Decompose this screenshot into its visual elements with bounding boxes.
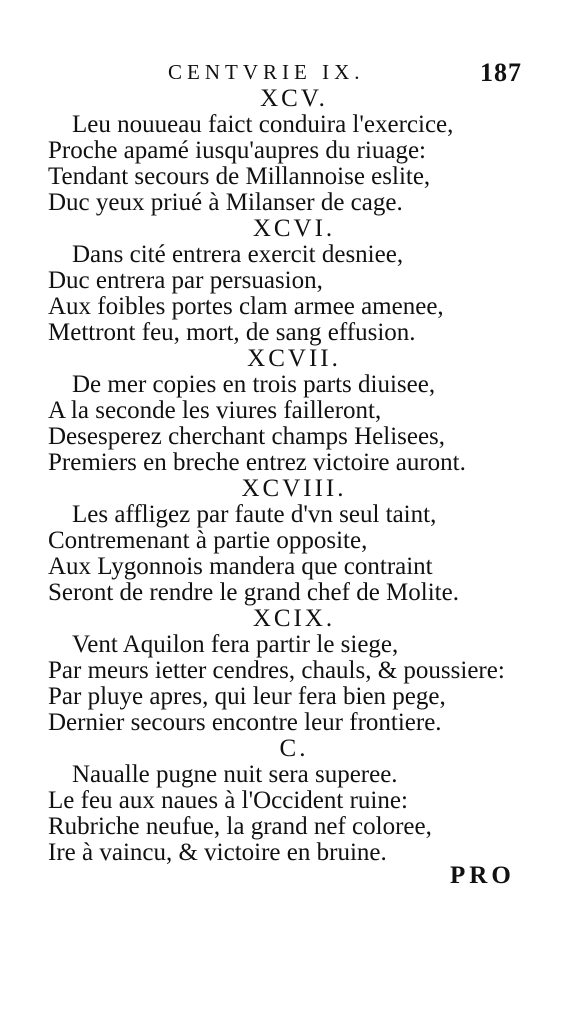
verse-line: Par pluye apres, qui leur fera bien pege, — [48, 683, 446, 710]
quatrain-number: C. — [279, 735, 309, 762]
quatrain-number: XCVII. — [247, 345, 341, 372]
quatrain-number: XCIX. — [252, 605, 336, 632]
verse-line: Duc entrera par persuasion, — [48, 267, 323, 294]
quatrain — [0, 606, 588, 736]
quatrain-number: XCVIII. — [241, 475, 347, 502]
verse-line: Par meurs ietter cendres, chauls, & poussiere: — [48, 657, 505, 684]
verse-line: Leu nouueau faict conduira l'exercice, — [72, 111, 454, 138]
verse-line: Duc yeux priué à Milanser de cage. — [48, 189, 403, 216]
verse-line: Rubriche neufue, la grand nef coloree, — [48, 813, 432, 840]
quatrain — [0, 216, 588, 346]
quatrain — [0, 86, 588, 216]
page-number: 187 — [480, 58, 522, 87]
quatrain — [0, 736, 588, 866]
verse-line: Dans cité entrera exercit desniee, — [72, 241, 404, 268]
quatrain-number: XCVI. — [252, 215, 336, 242]
verse-line: Le feu aux naues à l'Occident ruine: — [48, 787, 408, 814]
verse-line: Ire à vaincu, & victoire en bruine. — [48, 839, 387, 866]
verse-line: Naualle pugne nuit sera superee. — [72, 761, 398, 788]
verse-line: Proche apamé iusqu'aupres du riuage: — [48, 137, 426, 164]
verse-line: Dernier secours encontre leur frontiere. — [48, 709, 442, 736]
verse-line: Seront de rendre le grand chef de Molite. — [48, 579, 459, 606]
quatrain-number: XCV. — [260, 85, 328, 112]
verse-line: Tendant secours de Millannoise eslite, — [48, 163, 431, 190]
running-title: CENTVRIE IX. — [168, 60, 365, 84]
verses — [0, 86, 588, 866]
verse-line: De mer copies en trois parts diuisee, — [72, 371, 436, 398]
verse-line: Les affligez par faute d'vn seul taint, — [72, 501, 437, 528]
running-head — [0, 60, 588, 88]
catchword: PRO — [450, 862, 515, 889]
verse-line: Aux Lygonnois mandera que contraint — [48, 553, 433, 580]
verse-line: Vent Aquilon fera partir le siege, — [72, 631, 399, 658]
verse-line: Aux foibles portes clam armee amenee, — [48, 293, 444, 320]
verse-line: Premiers en breche entrez victoire auront. — [48, 449, 466, 476]
quatrain — [0, 476, 588, 606]
quatrain — [0, 346, 588, 476]
verse-line: Desesperez cherchant champs Helisees, — [48, 423, 446, 450]
verse-line: Mettront feu, mort, de sang effusion. — [48, 319, 416, 346]
verse-line: Contremenant à partie opposite, — [48, 527, 368, 554]
verse-line: A la seconde les viures failleront, — [48, 397, 382, 424]
